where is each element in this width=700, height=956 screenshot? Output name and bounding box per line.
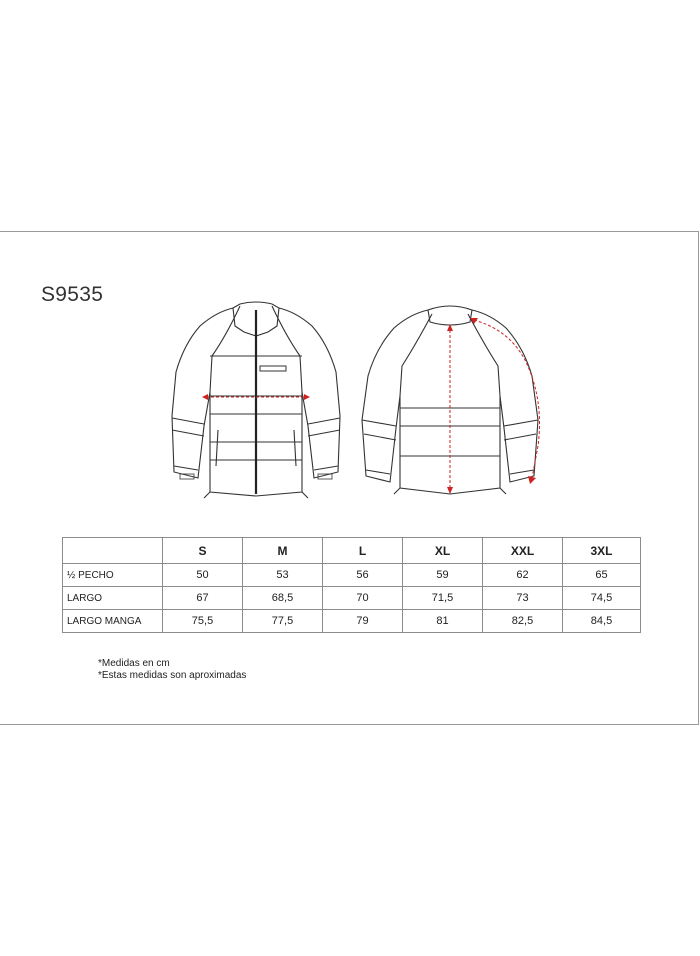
table-cell: 53 [243,564,323,587]
table-cell: 79 [323,610,403,633]
header-cell [63,538,163,564]
table-cell: 62 [483,564,563,587]
table-cell: 68,5 [243,587,323,610]
table-row [63,587,641,610]
product-code: S9535 [41,283,104,306]
table-cell: 50 [163,564,243,587]
table-cell: 71,5 [403,587,483,610]
table-cell: 77,5 [243,610,323,633]
table-cell: 65 [563,564,641,587]
table-cell: 75,5 [163,610,243,633]
header-cell-3xl: 3XL [563,538,641,564]
header-cell-m: M [243,538,323,564]
header-cell-s: S [163,538,243,564]
table-cell: 70 [323,587,403,610]
header-cell-l: L [323,538,403,564]
header-cell-xl: XL [403,538,483,564]
table-cell: 56 [323,564,403,587]
jacket-front-icon [172,302,340,498]
table-cell: 67 [163,587,243,610]
table-cell: 73 [483,587,563,610]
header-cell-xxl: XXL [483,538,563,564]
measurement-notes [98,658,246,682]
row-label: LARGO [63,587,163,610]
table-cell: 81 [403,610,483,633]
table-cell: 74,5 [563,587,641,610]
row-label: LARGO MANGA [63,610,163,633]
size-table [62,537,641,633]
jacket-drawings [160,296,550,502]
length-measure-line [447,324,453,494]
row-label: ½ PECHO [63,564,163,587]
note-approximate: *Estas medidas son aproximadas [98,670,247,681]
table-cell: 59 [403,564,483,587]
table-row [63,610,641,633]
size-header-row [63,538,641,564]
note-units: *Medidas en cm [98,658,170,669]
table-row [63,564,641,587]
sleeve-measure-line [470,318,540,484]
table-cell: 82,5 [483,610,563,633]
table-cell: 84,5 [563,610,641,633]
